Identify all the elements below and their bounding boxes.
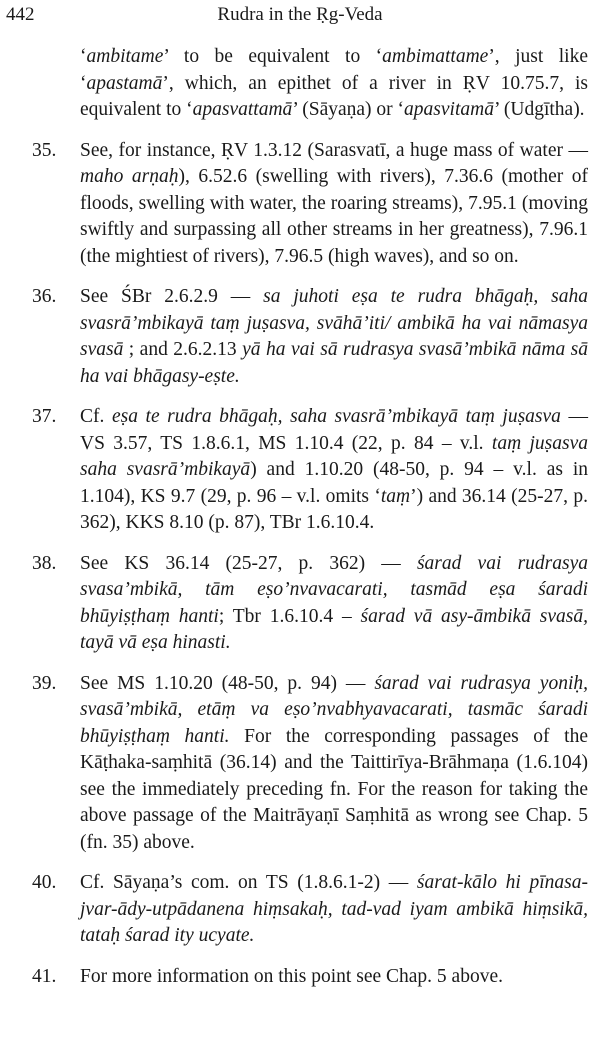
footnote-text — [80, 553, 588, 654]
footnote-36 — [32, 284, 589, 390]
italic-segment: śarad vai rudrasya svasa’mbikā, tām eṣo’nvavacarati, tasmād eṣa śaradi bhūyiṣṭhaṃ hanti — [80, 552, 588, 627]
text-segment: See ŚBr 2.6.2.9 — — [80, 286, 264, 307]
text-segment: ’) and 36.14 (25-27, p. 362), KKS 8.10 (p. 87), TBr 1.6.10.4. — [80, 485, 588, 533]
footnote-number: 41. — [32, 965, 57, 987]
continued-note-text — [80, 46, 588, 120]
continued-note — [80, 44, 588, 124]
italic-segment: maho arṇaḥ — [80, 166, 179, 187]
text-segment: — VS 3.57, TS 1.8.6.1, MS 1.10.4 (22, p. 84 – v.l. — [80, 406, 588, 454]
text-segment: ’, which, an epithet of a river in ṚV 10.75.7, is equivalent to ‘ — [80, 72, 588, 120]
footnote-41 — [32, 964, 588, 991]
page-header — [0, 4, 600, 30]
text-segment: ) and 1.10.20 (48-50, p. 94 – v.l. as in 1.104), KS 9.7 (29, p. 96 – v.l. omits ‘ — [80, 459, 588, 507]
footnote-text — [80, 673, 588, 853]
text-segment: ‘ — [80, 46, 87, 67]
italic-segment: taṃ — [380, 485, 411, 507]
footnote-number: 39. — [32, 672, 57, 694]
footnote-38 — [32, 551, 588, 657]
footnote-text — [80, 140, 588, 267]
italic-segment: yā ha vai sā rudrasya svasā’mbikā nāma sā ha vai bhāgasy-eṣte. — [80, 339, 589, 387]
footnote-text — [80, 966, 503, 987]
text-segment: See KS 36.14 (25-27, p. 362) — — [80, 552, 417, 574]
italic-segment: apastamā — [86, 72, 163, 94]
footnote-text — [80, 872, 588, 946]
footnote-number: 36. — [32, 286, 57, 307]
italic-segment: eṣa te rudra bhāgaḥ, saha svasrā’mbikayā taṃ juṣasva — [111, 406, 561, 427]
footnote-35 — [32, 138, 588, 271]
text-segment: ’ (Sāyaṇa) or ‘ — [292, 99, 405, 120]
footnote-text — [80, 286, 588, 387]
footnote-37 — [32, 404, 588, 537]
text-segment: ’ (Udgītha). — [493, 99, 585, 120]
text-segment: ; Tbr 1.6.10.4 – — [218, 605, 361, 627]
italic-segment: taṃ juṣasva saha svasrā’mbikayā — [80, 432, 588, 480]
text-segment: Cf. — [80, 406, 112, 427]
text-segment: See, for instance, ṚV 1.3.12 (Sarasvatī, a huge mass of water — — [80, 139, 588, 161]
page-number: 442 — [6, 4, 35, 25]
italic-segment: śarad vā asy-āmbikā svasā, tayā vā eṣa hinasti. — [80, 605, 588, 653]
text-segment: ), 6.52.6 (swelling with rivers), 7.36.6 (mother of floods, swelling with water, the roaring streams), 7.95.1 (moving swiftly and surpassing all other streams in her greatness), 7.96.1 (the mightiest of rivers), 7.96.5 (high waves), and so on. — [80, 166, 588, 267]
footnote-number: 38. — [32, 552, 57, 574]
italic-segment: śarad vai rudrasya yoniḥ, svasā’mbikā, etāṃ va eṣo’nvabhyavacarati, tasmāc śaradi bhūyiṣṭhaṃ hanti. — [80, 672, 588, 747]
footnote-number: 35. — [32, 139, 57, 161]
text-segment: ’, just like ‘ — [80, 46, 588, 94]
italic-segment: apasvitamā — [404, 99, 494, 120]
footnote-40 — [32, 870, 588, 950]
italic-segment: śarat-kālo hi pīnasa-jvar-ādy-utpādanena hiṃsakaḥ, tad-vad iyam ambikā hiṃsikā, tataḥ śarad ity ucyate. — [80, 872, 588, 946]
footnote-number: 40. — [32, 872, 57, 893]
italic-segment: ambitame — [86, 46, 164, 67]
text-segment: ’ to be equivalent to ‘ — [163, 46, 383, 67]
text-segment: Cf. Sāyaṇa’s com. on TS (1.8.6.1-2) — — [80, 872, 417, 893]
italic-segment: apasvattamā — [192, 99, 293, 120]
text-segment: ; and 2.6.2.13 — [123, 339, 243, 360]
footnote-text — [80, 406, 588, 533]
italic-segment: ambimattame — [382, 46, 489, 67]
text-segment: For more information on this point see Chap. 5 above. — [80, 965, 503, 987]
running-title: Rudra in the Ṛg-Veda — [217, 4, 383, 25]
italic-segment: sa juhoti eṣa te rudra bhāgaḥ, saha svasrā’mbikayā taṃ juṣasva, svāhā’iti/ ambikā ha vai nāmasya svasā — [80, 286, 588, 360]
footnotes-body — [0, 44, 600, 990]
text-segment: For the corresponding passages of the Kāṭhaka-saṃhitā (36.14) and the Taittirīya-Brāhmaṇa (1.6.104) see the immediately preceding fn. For the reason for taking the above passage of the Maitrāyaṇī Saṃhitā as wrong see Chap. 5 (fn. 35) above. — [80, 725, 588, 853]
footnote-number: 37. — [32, 406, 57, 427]
footnote-39 — [32, 671, 588, 857]
text-segment: See MS 1.10.20 (48-50, p. 94) — — [80, 672, 375, 694]
